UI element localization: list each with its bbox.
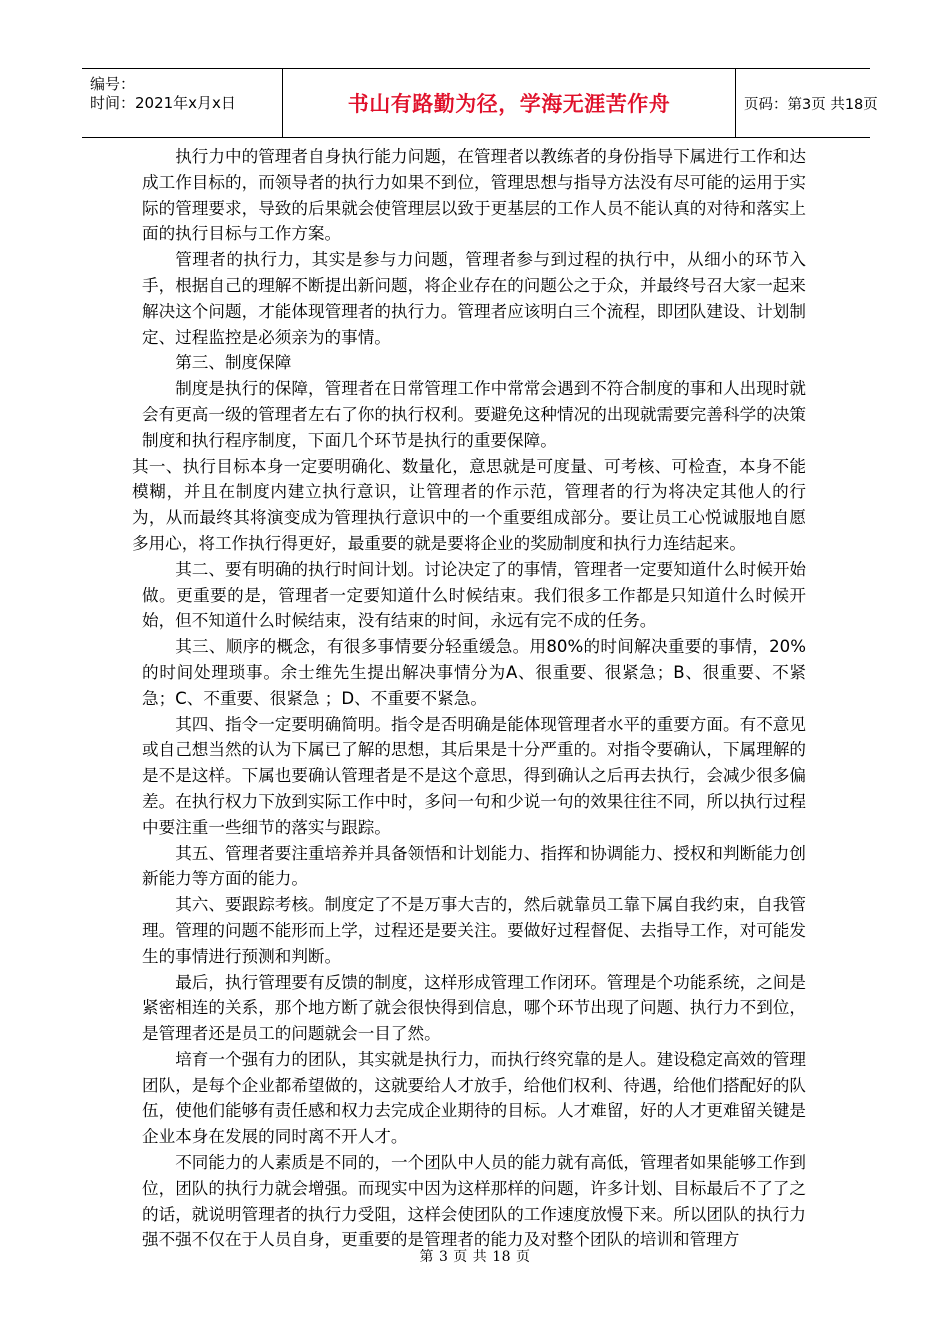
header-page-info: 页码：第3页 共18页: [744, 96, 878, 113]
header-motto-cell: [282, 69, 736, 137]
paragraph: 其三、顺序的概念，有很多事情要分轻重缓急。用80%的时间解决重要的事情，20%的时间处理琐事。余士维先生提出解决事情分为A、很重要、很紧急；B、很重要、不紧急；C、不重要、很紧急 ；D、不重要不紧急。: [142, 637, 806, 708]
header-page-cell: [736, 69, 878, 137]
paragraph: 其六、要跟踪考核。制度定了不是万事大吉的，然后就靠员工靠下属自我约束，自我管理。管理的问题不能形而上学，过程还是要关注。要做好过程督促、去指导工作，对可能发生的事情进行预测和判断。: [142, 895, 806, 966]
paragraph: 管理者的执行力，其实是参与力问题，管理者参与到过程的执行中，从细小的环节入手，根据自己的理解不断提出新问题，将企业存在的问题公之于众，并最终号召大家一起来解决这个问题，才能体现管理者的执行力。管理者应该明白三个流程，即团队建设、计划制定、过程监控是必须亲为的事情。: [142, 250, 806, 347]
paragraph: 其一、执行目标本身一定要明确化、数量化，意思就是可度量、可考核、可检查，本身不能模糊，并且在制度内建立执行意识，让管理者的作示范，管理者的行为将决定其他人的行为，从而最终其将演变成为管理执行意识中的一个重要组成部分。要让员工心悦诚服地自愿多用心，将工作执行得更好，最重要的就是要将企业的奖励制度和执行力连结起来。: [132, 456, 806, 553]
paragraph: 其四、指令一定要明确简明。指令是否明确是能体现管理者水平的重要方面。有不意见或自己想当然的认为下属已了解的思想，其后果是十分严重的。对指令要确认，下属理解的是不是这样。下属也要确认管理者是不是这个意思，得到确认之后再去执行，会减少很多偏差。在执行权力下放到实际工作中时，多问一句和少说一句的效果往往不同，所以执行过程中要注重一些细节的落实与跟踪。: [142, 714, 806, 837]
paragraph: 不同能力的人素质是不同的，一个团队中人员的能力就有高低，管理者如果能够工作到位，团队的执行力就会增强。而现实中因为这样那样的问题，许多计划、目标最后不了了之的话，就说明管理者的执行力受阻，这样会使团队的工作速度放慢下来。所以团队的执行力强不强不仅在于人员自身，更重要的是管理者的能力及对整个团队的培训和管理方: [142, 1153, 806, 1250]
page-footer: 第 3 页 共 18 页: [419, 1249, 531, 1265]
paragraph: 执行力中的管理者自身执行能力问题，在管理者以教练者的身份指导下属进行工作和达成工作目标的，而领导者的执行力如果不到位，管理思想与指导方法没有尽可能的运用于实际的管理要求，导致的后果就会使管理层以致于更基层的工作人员不能认真的对待和落实上面的执行目标与工作方案。: [142, 147, 806, 244]
document-body: [132, 144, 806, 1253]
paragraph: 制度是执行的保障，管理者在日常管理工作中常常会遇到不符合制度的事和人出现时就会有更高一级的管理者左右了你的执行权利。要避免这种情况的出现就需要完善科学的决策制度和执行程序制度，下面几个环节是执行的重要保障。: [142, 379, 806, 450]
section-heading: 第三、制度保障: [175, 353, 292, 373]
document-code-label: 编号：: [90, 75, 136, 93]
paragraph: 培育一个强有力的团队，其实就是执行力，而执行终究靠的是人。建设稳定高效的管理团队，是每个企业都希望做的，这就要给人才放手，给他们权利、待遇，给他们搭配好的队伍，使他们能够有责任感和权力去完成企业期待的目标。人才难留，好的人才更难留关键是企业本身在发展的同时离不开人才。: [142, 1049, 806, 1147]
paragraph: 其五、管理者要注重培养并具备领悟和计划能力、指挥和协调能力、授权和判断能力创新能力等方面的能力。: [142, 843, 806, 889]
document-header: [82, 68, 878, 138]
paragraph: 最后，执行管理要有反馈的制度，这样形成管理工作闭环。管理是个功能系统，之间是紧密相连的关系，那个地方断了就会很快得到信息，哪个环节出现了问题、执行力不到位，是管理者还是员工的问题就会一目了然。: [142, 972, 806, 1044]
header-meta-cell: [82, 69, 282, 137]
document-time-label: 时间：2021年x月x日: [90, 94, 236, 112]
paragraph: 其二、要有明确的执行时间计划。讨论决定了的事情，管理者一定要知道什么时候开始做。更重要的是，管理者一定要知道什么时候结束。我们很多工作都是只知道什么时候开始，但不知道什么时候结束，没有结束的时间，永远有完不成的任务。: [142, 559, 806, 631]
header-motto: 书山有路勤为径，学海无涯苦作舟: [347, 92, 671, 116]
